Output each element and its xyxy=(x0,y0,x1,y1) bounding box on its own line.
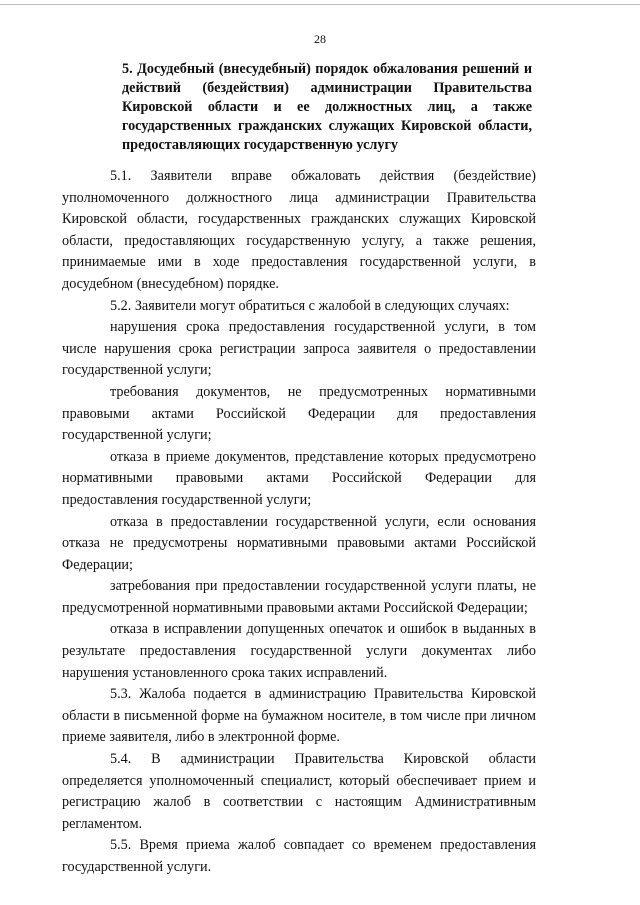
list-item: отказа в исправлении допущенных опечаток и ошибок в выданных в результате предоставления государственной услуги документах либо нарушения установленного срока таких исправлений. xyxy=(62,621,536,681)
list-item: требования документов, не предусмотренных нормативными правовыми актами Российской Федерации для предоставления государственной услуги; xyxy=(62,383,536,444)
scan-edge-line xyxy=(0,4,640,5)
paragraph-5-3: 5.3. Жалоба подается в администрацию Правительства Кировской области в письменной форме на бумажном носителе, в том числе при личном приеме заявителя, либо в электронной форме. xyxy=(62,686,536,746)
document-body xyxy=(62,166,536,879)
list-item: отказа в предоставлении государственной услуги, если основания отказа не предусмотрены нормативными правовыми актами Российской Федерации; xyxy=(62,513,536,573)
paragraph-5-4: 5.4. В администрации Правительства Кировской области определяется уполномоченный специалист, который обеспечивает прием и регистрацию жалоб в соответствии с настоящим Административным регламентом. xyxy=(62,751,536,832)
list-item: нарушения срока предоставления государственной услуги, в том числе нарушения срока регистрации запроса заявителя о предоставлении государственной услуги; xyxy=(62,319,536,379)
section-heading: 5. Досудебный (внесудебный) порядок обжалования решений и действий (бездействия) администрации Правительства Кировской области и ее должностных лиц, а также государственных гражданских служащих Кировской области, предоставляющих государственную услугу xyxy=(122,61,532,153)
paragraph-5-2: 5.2. Заявители могут обратиться с жалобой в следующих случаях: xyxy=(110,297,510,314)
list-item: отказа в приеме документов, представление которых предусмотрено нормативными правовыми актами Российской Федерации для предоставления государственной услуги; xyxy=(62,448,536,508)
paragraph-5-5: 5.5. Время приема жалоб совпадает со временем предоставления государственной услуги. xyxy=(62,837,536,875)
paragraph-5-1: 5.1. Заявители вправе обжаловать действия (бездействие) уполномоченного должностного лица администрации Правительства Кировской области, государственных гражданских служащих Кировской области, предоставляющих государственную услугу, а также решения, принимаемые ими в ходе предоставления государственной услуги, в досудебном (внесудебном) порядке. xyxy=(62,168,536,292)
list-item: затребования при предоставлении государственной услуги платы, не предусмотренной нормативными правовыми актами Российской Федерации; xyxy=(62,578,536,616)
page-number: 28 xyxy=(314,32,326,46)
